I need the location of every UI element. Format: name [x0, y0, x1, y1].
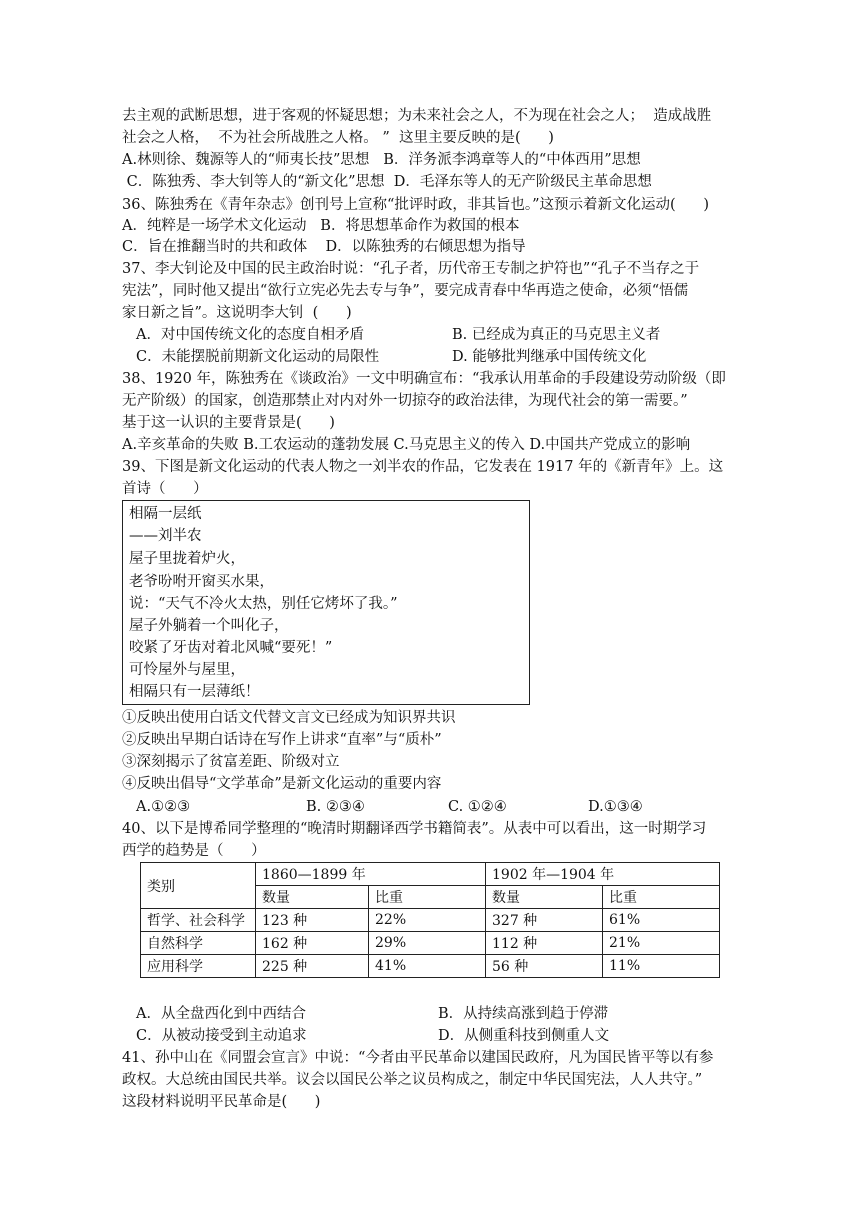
poem-title: 相隔一层纸	[129, 506, 202, 522]
q39-option-d: D.①③④	[588, 799, 643, 815]
table-row	[141, 909, 720, 932]
q36-options-ab: A．纯粹是一场学术文化运动 B．将思想革命作为救国的根本	[122, 218, 520, 234]
table-cell: 哲学、社会科学	[141, 909, 256, 932]
q36-stem: 36、陈独秀在《青年杂志》创刊号上宣称“批评时政，非其旨也。”这预示着新文化运动( )	[122, 197, 709, 213]
q39-statement-3: ③深刻揭示了贫富差距、阶级对立	[122, 754, 340, 770]
period1-header: 1860—1899 年	[256, 863, 486, 886]
q41-stem-line-2: 政权。大总统由国民共举。议会以国民公举之议员构成之，制定中华民国宪法，人人共守。”	[122, 1072, 703, 1088]
q39-stem-line-2: 首诗（ ）	[122, 481, 208, 497]
table-row	[141, 932, 720, 955]
table-cell: 21%	[603, 932, 720, 955]
table-cell: 225 种	[256, 955, 369, 978]
poem-line: 屋子外躺着一个叫化子，	[129, 618, 289, 634]
q39-option-b: B. ②③④	[306, 799, 365, 815]
q38-stem-line-3: 基于这一认识的主要背景是( )	[122, 415, 335, 431]
q37-stem-line-1: 37、李大钊论及中国的民主政治时说：“孔子者，历代帝王专制之护符也”“孔子不当存之于	[122, 261, 700, 277]
q37-stem-line-3: 家日新之旨”。这说明李大钊 ( )	[122, 305, 352, 321]
share-header-2: 比重	[603, 886, 720, 909]
table-cell: 29%	[369, 932, 486, 955]
q35-stem-line-1: 去主观的武断思想，进于客观的怀疑思想；为未来社会之人，不为现在社会之人； 造成战胜	[122, 108, 712, 124]
poem-line: 可怜屋外与屋里，	[129, 662, 245, 678]
q40-stem-line-2: 西学的趋势是（ ）	[122, 843, 266, 859]
count-header-2: 数量	[486, 886, 603, 909]
table-cell: 22%	[369, 909, 486, 932]
q35-options-cd: C．陈独秀、李大钊等人的“新文化”思想 D．毛泽东等人的无产阶级民主革命思想	[122, 174, 652, 190]
share-header-1: 比重	[369, 886, 486, 909]
table-cell: 112 种	[486, 932, 603, 955]
table-cell: 41%	[369, 955, 486, 978]
translation-table	[140, 862, 720, 978]
category-header: 类别	[141, 863, 256, 909]
q37-option-b: B. 已经成为真正的马克思主义者	[452, 327, 661, 343]
q39-statement-2: ②反映出早期白话诗在写作上讲求“直率”与“质朴”	[122, 732, 442, 748]
poem-box	[122, 500, 530, 705]
q37-option-a: A．对中国传统文化的态度自相矛盾	[136, 327, 364, 343]
q39-stem-line-1: 39、下图是新文化运动的代表人物之一刘半农的作品，它发表在 1917 年的《新青年》上。这	[122, 459, 724, 475]
poem-line: 屋子里拢着炉火，	[129, 551, 245, 567]
table-cell: 162 种	[256, 932, 369, 955]
q41-stem-line-1: 41、孙中山在《同盟会宣言》中说：“今者由平民革命以建国民政府，凡为国民皆平等以有参	[122, 1050, 714, 1066]
q38-stem-line-1: 38、1920 年，陈独秀在《谈政治》一文中明确宣布：“我承认用革命的手段建设劳动阶级（即	[122, 371, 726, 387]
table-cell: 11%	[603, 955, 720, 978]
q39-statement-4: ④反映出倡导“文学革命”是新文化运动的重要内容	[122, 776, 442, 792]
table-header-row	[141, 863, 720, 886]
q39-option-a: A.①②③	[136, 799, 191, 815]
poem-line: 相隔只有一层薄纸！	[129, 684, 260, 700]
poem-line: 老爷吩咐开窗买水果，	[129, 574, 274, 590]
q38-stem-line-2: 无产阶级）的国家，创造那禁止对内对外一切掠夺的政治法律，为现代社会的第一需要。”	[122, 393, 688, 409]
q39-statement-1: ①反映出使用白话文代替文言文已经成为知识界共识	[122, 710, 456, 726]
q36-options-cd: C．旨在推翻当时的共和政体 D．以陈独秀的右倾思想为指导	[122, 239, 526, 255]
period2-header: 1902 年—1904 年	[486, 863, 720, 886]
q37-option-c: C．未能摆脱前期新文化运动的局限性	[136, 349, 380, 365]
q40-option-d: D．从侧重科技到侧重人文	[438, 1028, 610, 1044]
table-row	[141, 955, 720, 978]
count-header-1: 数量	[256, 886, 369, 909]
q35-stem-line-2: 社会之人格， 不为社会所战胜之人格。 ” 这里主要反映的是( )	[122, 130, 554, 146]
table-cell: 56 种	[486, 955, 603, 978]
q40-option-b: B．从持续高涨到趋于停滞	[438, 1006, 609, 1022]
q38-options: A.辛亥革命的失败 B.工农运动的蓬勃发展 C.马克思主义的传入 D.中国共产党成立的影响	[122, 437, 691, 453]
q35-options-ab: A.林则徐、魏源等人的“师夷长技”思想 B．洋务派李鸿章等人的“中体西用”思想	[122, 152, 641, 168]
q37-stem-line-2: 宪法”，同时他又提出“欲行立宪必先去专与争”，要完成青春中华再造之使命，必须“悟儒	[122, 283, 689, 299]
table-cell: 123 种	[256, 909, 369, 932]
poem-line: 说：“天气不冷火太热，别任它烤坏了我。”	[129, 596, 398, 612]
q40-option-a: A．从全盘西化到中西结合	[136, 1006, 306, 1022]
poem-line: 咬紧了牙齿对着北风喊“要死！”	[129, 640, 333, 656]
table-cell: 61%	[603, 909, 720, 932]
table-cell: 327 种	[486, 909, 603, 932]
q40-option-c: C．从被动接受到主动追求	[136, 1028, 307, 1044]
table-cell: 应用科学	[141, 955, 256, 978]
q41-stem-line-3: 这段材料说明平民革命是( )	[122, 1094, 321, 1110]
table-cell: 自然科学	[141, 932, 256, 955]
q40-stem-line-1: 40、以下是博希同学整理的“晚清时期翻译西学书籍简表”。从表中可以看出，这一时期学习	[122, 821, 707, 837]
poem-author: ——刘半农	[129, 528, 202, 544]
q37-option-d: D. 能够批判继承中国传统文化	[452, 349, 647, 365]
q39-option-c: C. ①②④	[448, 799, 507, 815]
